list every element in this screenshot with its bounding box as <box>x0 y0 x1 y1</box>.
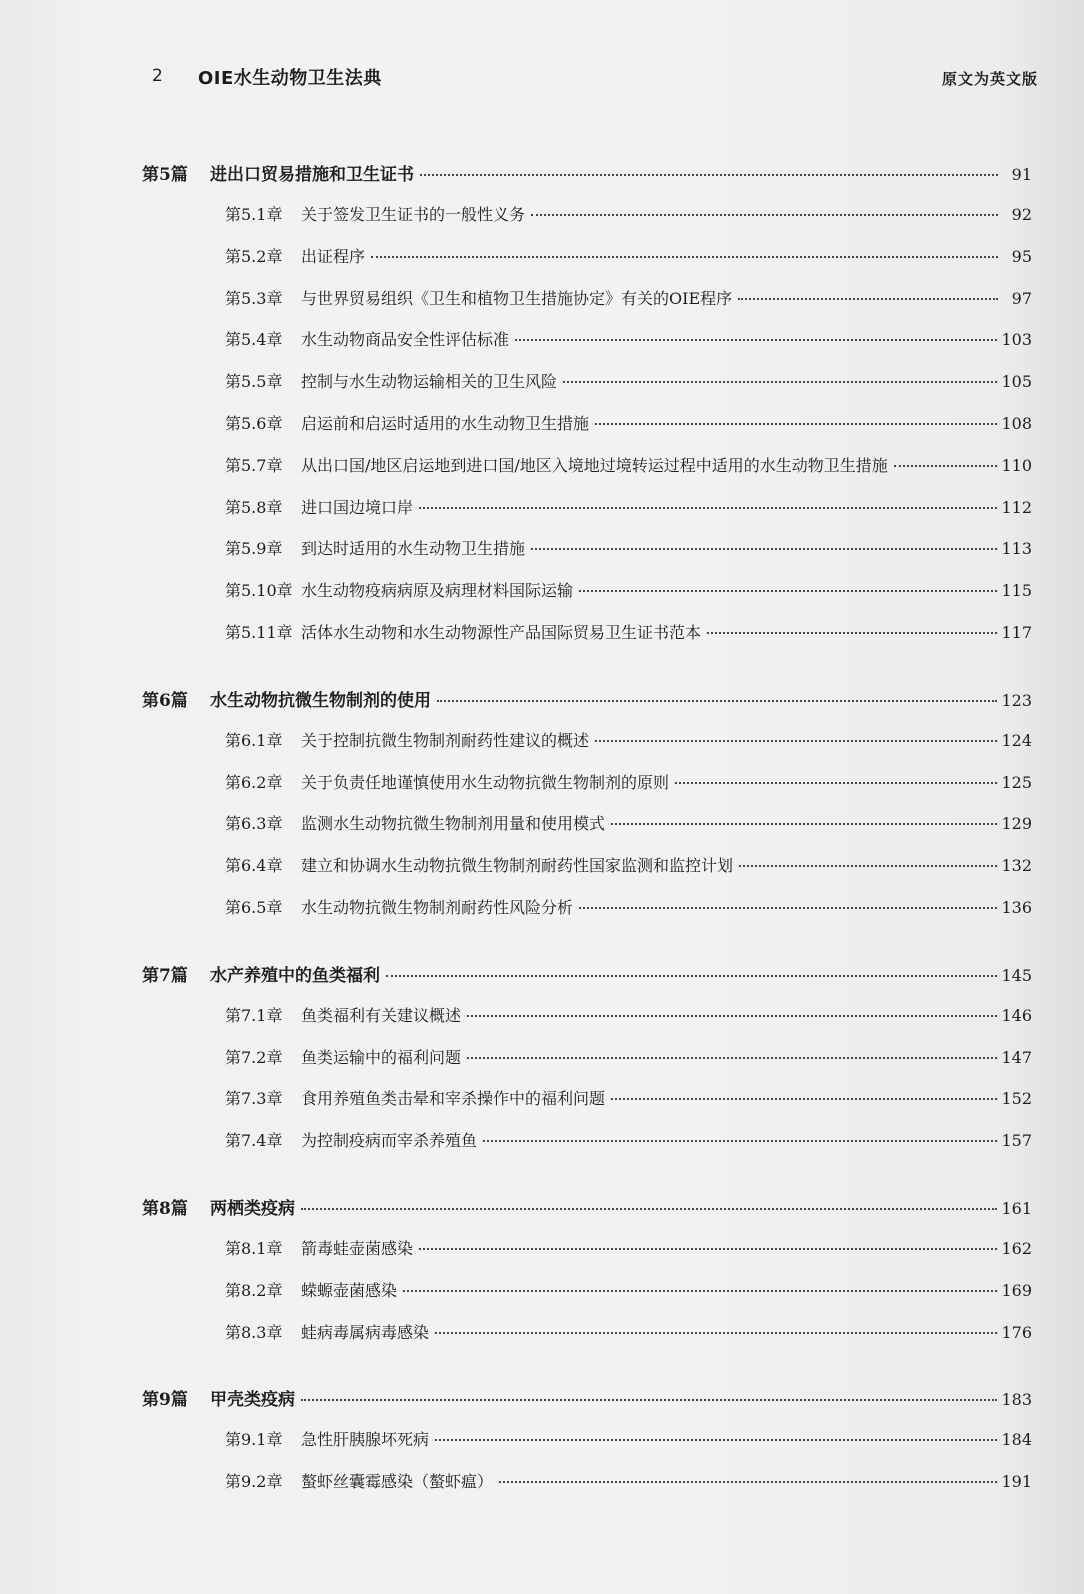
part-number: 第7篇 <box>142 965 188 986</box>
chapter-title: 箭毒蛙壶菌感染 <box>301 1238 414 1258</box>
table-of-contents <box>142 160 1032 1511</box>
chapter-number: 第5.8章 <box>225 497 283 517</box>
part-title: 进出口贸易措施和卫生证书 <box>210 165 414 185</box>
dot-leader <box>403 1274 997 1292</box>
dot-leader <box>467 1041 997 1059</box>
chapter-number: 第6.4章 <box>225 856 283 876</box>
toc-chapter-entry[interactable] <box>142 1469 1032 1511</box>
page-reference: 157 <box>1001 1131 1032 1151</box>
toc-part-entry[interactable] <box>142 961 1032 1003</box>
chapter-number: 第8.2章 <box>225 1280 283 1300</box>
chapter-title: 鱼类福利有关建议概述 <box>301 1005 462 1025</box>
toc-chapter-entry[interactable] <box>142 202 1032 244</box>
page-reference: 191 <box>1001 1472 1032 1492</box>
chapter-title: 活体水生动物和水生动物源性产品国际贸易卫生证书范本 <box>301 622 702 642</box>
chapter-title: 关于签发卫生证书的一般性义务 <box>301 205 526 224</box>
dot-leader <box>579 891 997 909</box>
page-reference: 105 <box>1001 372 1032 392</box>
toc-chapter-entry[interactable] <box>142 578 1032 620</box>
chapter-number: 第7.2章 <box>225 1047 283 1067</box>
dot-leader <box>595 407 997 425</box>
chapter-number: 第6.5章 <box>225 897 283 917</box>
dot-leader <box>437 683 997 702</box>
page-reference: 183 <box>1001 1390 1032 1410</box>
chapter-number: 第6.3章 <box>225 814 283 834</box>
chapter-title: 关于负责任地谨慎使用水生动物抗微生物制剂的原则 <box>301 772 670 792</box>
dot-leader <box>371 240 998 258</box>
toc-chapter-entry[interactable] <box>142 495 1032 537</box>
chapter-title: 水生动物抗微生物制剂耐药性风险分析 <box>301 897 574 917</box>
dot-leader <box>595 724 997 742</box>
page-reference: 124 <box>1001 730 1032 750</box>
dot-leader <box>499 1465 997 1483</box>
toc-chapter-entry[interactable] <box>142 1320 1032 1362</box>
toc-part-entry[interactable] <box>142 160 1032 202</box>
chapter-number: 第5.11章 <box>225 622 293 642</box>
toc-chapter-entry[interactable] <box>142 1128 1032 1170</box>
part-number: 第6篇 <box>142 690 188 711</box>
dot-leader <box>435 1423 997 1441</box>
dot-leader <box>675 766 997 784</box>
page-reference: 152 <box>1001 1089 1032 1109</box>
chapter-title: 急性肝胰腺坏死病 <box>301 1430 430 1450</box>
chapter-number: 第5.4章 <box>225 330 283 350</box>
dot-leader <box>301 1382 997 1401</box>
page-header <box>150 62 1038 94</box>
toc-chapter-entry[interactable] <box>142 770 1032 812</box>
chapter-number: 第5.1章 <box>225 205 283 224</box>
chapter-title: 控制与水生动物运输相关的卫生风险 <box>301 372 558 392</box>
page-reference: 117 <box>1001 622 1032 642</box>
chapter-title: 关于控制抗微生物制剂耐药性建议的概述 <box>301 730 590 750</box>
toc-chapter-entry[interactable] <box>142 811 1032 853</box>
dot-leader <box>531 532 997 550</box>
toc-chapter-entry[interactable] <box>142 411 1032 453</box>
chapter-title: 进口国边境口岸 <box>301 497 414 517</box>
page-reference: 110 <box>1001 455 1032 475</box>
page-reference: 95 <box>1011 246 1032 266</box>
page-reference: 147 <box>1001 1047 1032 1067</box>
dot-leader <box>739 849 997 867</box>
chapter-title: 从出口国/地区启运地到进口国/地区入境地过境转运过程中适用的水生动物卫生措施 <box>301 455 888 475</box>
dot-leader <box>420 157 998 176</box>
page-reference: 129 <box>1001 814 1032 834</box>
page-reference: 113 <box>1001 539 1032 559</box>
chapter-number: 第5.3章 <box>225 288 283 308</box>
toc-chapter-entry[interactable] <box>142 453 1032 495</box>
toc-part-entry[interactable] <box>142 686 1032 728</box>
part-number: 第5篇 <box>142 165 188 185</box>
toc-part-entry[interactable] <box>142 1385 1032 1427</box>
dot-leader <box>611 807 997 825</box>
chapter-number: 第7.4章 <box>225 1131 283 1151</box>
dot-leader <box>419 491 997 509</box>
part-title: 水产养殖中的鱼类福利 <box>210 965 380 986</box>
page-reference: 169 <box>1001 1280 1032 1300</box>
dot-leader <box>579 574 997 592</box>
chapter-number: 第7.3章 <box>225 1089 283 1109</box>
toc-chapter-entry[interactable] <box>142 327 1032 369</box>
toc-chapter-entry[interactable] <box>142 286 1032 328</box>
toc-chapter-entry[interactable] <box>142 1278 1032 1320</box>
page-reference: 145 <box>1001 965 1032 985</box>
page-reference: 92 <box>1011 205 1032 224</box>
chapter-number: 第9.2章 <box>225 1472 283 1492</box>
chapter-number: 第7.1章 <box>225 1005 283 1025</box>
page-reference: 136 <box>1001 897 1032 917</box>
toc-chapter-entry[interactable] <box>142 369 1032 411</box>
dot-leader <box>894 449 998 467</box>
chapter-number: 第5.6章 <box>225 413 283 433</box>
dot-leader <box>515 323 997 341</box>
part-number: 第8篇 <box>142 1198 188 1219</box>
dot-leader <box>467 999 997 1017</box>
page-reference: 103 <box>1001 330 1032 350</box>
page-number: 2 <box>152 66 163 86</box>
chapter-number: 第8.3章 <box>225 1322 283 1342</box>
toc-chapter-entry[interactable] <box>142 728 1032 770</box>
page-reference: 161 <box>1001 1198 1032 1218</box>
toc-chapter-entry[interactable] <box>142 244 1032 286</box>
chapter-title: 启运前和启运时适用的水生动物卫生措施 <box>301 413 590 433</box>
chapter-number: 第5.2章 <box>225 246 283 266</box>
chapter-title: 为控制疫病而宰杀养殖鱼 <box>301 1131 478 1151</box>
page-reference: 91 <box>1011 165 1032 184</box>
page-reference: 146 <box>1001 1005 1032 1025</box>
dot-leader <box>531 198 998 216</box>
chapter-number: 第5.9章 <box>225 539 283 559</box>
part-title: 甲壳类疫病 <box>210 1390 295 1411</box>
toc-part-entry[interactable] <box>142 1194 1032 1236</box>
page-reference: 112 <box>1001 497 1032 517</box>
page-reference: 184 <box>1001 1430 1032 1450</box>
dot-leader <box>611 1082 997 1100</box>
dot-leader <box>707 616 997 634</box>
toc-chapter-entry[interactable] <box>142 1045 1032 1087</box>
page-reference: 162 <box>1001 1238 1032 1258</box>
toc-chapter-entry[interactable] <box>142 620 1032 662</box>
page-reference: 115 <box>1001 581 1032 601</box>
chapter-title: 水生动物商品安全性评估标准 <box>301 330 510 350</box>
page-reference: 123 <box>1001 690 1032 710</box>
page-reference: 108 <box>1001 413 1032 433</box>
page-reference: 125 <box>1001 772 1032 792</box>
dot-leader <box>386 958 997 977</box>
toc-chapter-entry[interactable] <box>142 853 1032 895</box>
chapter-title: 水生动物疫病病原及病理材料国际运输 <box>301 581 574 601</box>
chapter-title: 到达时适用的水生动物卫生措施 <box>301 539 526 559</box>
chapter-title: 出证程序 <box>301 246 366 266</box>
dot-leader <box>301 1191 997 1210</box>
toc-chapter-entry[interactable] <box>142 536 1032 578</box>
chapter-title: 食用养殖鱼类击晕和宰杀操作中的福利问题 <box>301 1089 606 1109</box>
page-reference: 97 <box>1011 288 1032 308</box>
chapter-number: 第6.2章 <box>225 772 283 792</box>
toc-chapter-entry[interactable] <box>142 1236 1032 1278</box>
part-title: 水生动物抗微生物制剂的使用 <box>210 690 431 711</box>
dot-leader <box>435 1316 997 1334</box>
part-number: 第9篇 <box>142 1390 188 1411</box>
chapter-title: 蝾螈壶菌感染 <box>301 1280 398 1300</box>
dot-leader <box>738 282 998 300</box>
chapter-title: 鱼类运输中的福利问题 <box>301 1047 462 1067</box>
toc-chapter-entry[interactable] <box>142 1086 1032 1128</box>
dot-leader <box>419 1232 997 1250</box>
book-title: OIE水生动物卫生法典 <box>198 68 382 89</box>
toc-chapter-entry[interactable] <box>142 1427 1032 1469</box>
original-language-note: 原文为英文版 <box>941 70 1038 88</box>
chapter-title: 建立和协调水生动物抗微生物制剂耐药性国家监测和监控计划 <box>301 856 734 876</box>
chapter-number: 第5.5章 <box>225 372 283 392</box>
chapter-title: 与世界贸易组织《卫生和植物卫生措施协定》有关的OIE程序 <box>301 288 733 308</box>
chapter-number: 第5.7章 <box>225 455 283 475</box>
dot-leader <box>483 1124 997 1142</box>
dot-leader <box>563 365 997 383</box>
page-reference: 132 <box>1001 856 1032 876</box>
chapter-number: 第5.10章 <box>225 581 293 601</box>
page-reference: 176 <box>1001 1322 1032 1342</box>
chapter-number: 第6.1章 <box>225 730 283 750</box>
part-title: 两栖类疫病 <box>210 1198 295 1219</box>
toc-chapter-entry[interactable] <box>142 1003 1032 1045</box>
chapter-title: 蛙病毒属病毒感染 <box>301 1322 430 1342</box>
chapter-number: 第9.1章 <box>225 1430 283 1450</box>
chapter-title: 监测水生动物抗微生物制剂用量和使用模式 <box>301 814 606 834</box>
chapter-title: 螯虾丝囊霉感染（螯虾瘟） <box>301 1472 494 1492</box>
chapter-number: 第8.1章 <box>225 1238 283 1258</box>
toc-chapter-entry[interactable] <box>142 895 1032 937</box>
